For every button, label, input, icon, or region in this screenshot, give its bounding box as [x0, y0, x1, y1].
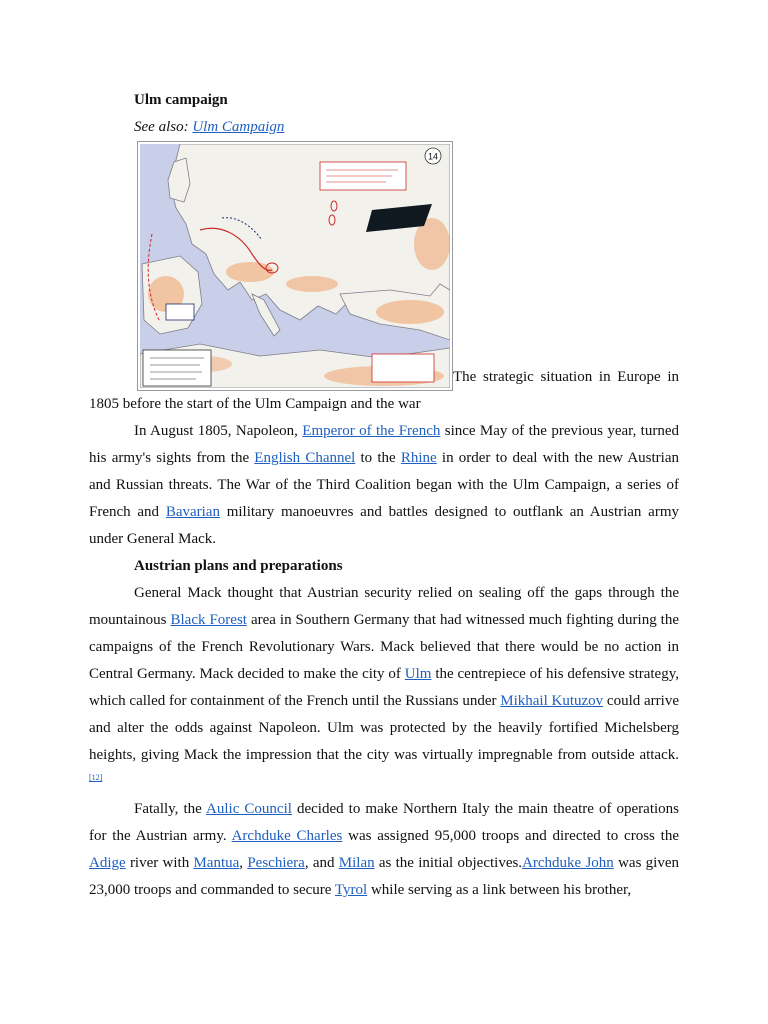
text-run: the centrepiece of his defensive strategy, which called for containment of the French until the Russians under: [89, 666, 679, 709]
text-run: In August 1805, Napoleon,: [134, 423, 303, 439]
section-heading-austrian-plans: Austrian plans and preparations: [134, 558, 343, 574]
text-run: , and: [304, 855, 339, 871]
text-run: as the initial objectives.: [374, 855, 523, 871]
link-tyrol[interactable]: Tyrol: [334, 882, 368, 898]
see-also-label: See also:: [134, 119, 189, 135]
link-emperor-of-the-french[interactable]: Emperor of the French: [302, 423, 441, 439]
link-bavarian[interactable]: Bavarian: [165, 504, 220, 520]
link-archduke-charles[interactable]: Archduke Charles: [231, 828, 343, 844]
link-ulm-campaign[interactable]: Ulm Campaign: [192, 119, 285, 135]
text-run: since May of the previous year, turned his army's sights from the: [89, 423, 680, 466]
article-body: [89, 87, 679, 904]
text-run: Fatally, the: [134, 801, 207, 817]
text-run: ,: [239, 855, 248, 871]
text-run: General Mack thought that Austrian security relied on sealing off the gaps through the mountainous: [89, 585, 679, 628]
link-aulic-council[interactable]: Aulic Council: [206, 801, 292, 817]
map-note-box-small: [372, 354, 434, 382]
text-run: was given 23,000 troops and commanded to secure: [89, 855, 680, 898]
text-run: could arrive and alter the odds against Napoleon. Ulm was protected by the heavily fortified Michelsberg heights, giving Mack the impression that the city was virtually impregnable from outside attack.: [89, 693, 679, 763]
text-run: area in Southern Germany that had witnessed much fighting during the campaigns of the French Revolutionary Wars. Mack believed that there would be no action in Central Germany. Mack decided to make the city of: [89, 612, 679, 682]
europe-1805-map-image: [137, 141, 453, 391]
link-rhine[interactable]: Rhine: [400, 450, 437, 466]
figure-paragraph: [89, 141, 679, 418]
map-graphic: [140, 144, 450, 388]
map-number: 14: [427, 151, 439, 162]
link-english-channel[interactable]: English Channel: [254, 450, 356, 466]
link-black-forest[interactable]: Black Forest: [170, 612, 247, 628]
figure-caption: The strategic situation in Europe in 1805 before the start of the Ulm Campaign and the war: [89, 369, 679, 412]
link-ulm[interactable]: Ulm: [404, 666, 432, 682]
link-adige[interactable]: Adige: [89, 855, 126, 871]
text-run: military manoeuvres and battles designed to outflank an Austrian army under General Mack.: [89, 504, 680, 547]
text-run: in order to deal with the new Austrian and Russian threats. The War of the Third Coalition began with the Ulm Campaign, a series of French and: [89, 450, 679, 520]
link-milan[interactable]: Milan: [338, 855, 375, 871]
text-run: was assigned 95,000 troops and directed to cross the: [342, 828, 679, 844]
text-run: to the: [355, 450, 401, 466]
map-marker-box: [166, 304, 194, 320]
text-run: river with: [125, 855, 194, 871]
paragraph-aulic-council: [89, 796, 679, 904]
link-peschiera[interactable]: Peschiera: [247, 855, 305, 871]
map-legend-box: [143, 350, 211, 386]
see-also-line: [89, 114, 679, 141]
map-relief: [376, 300, 444, 324]
link-mikhail-kutuzov[interactable]: Mikhail Kutuzov: [500, 693, 604, 709]
map-relief: [286, 276, 338, 292]
paragraph-general-mack: [89, 580, 679, 796]
paragraph-august-1805: [89, 418, 679, 553]
link-archduke-john[interactable]: Archduke John: [522, 855, 614, 871]
text-run: decided to make Northern Italy the main theatre of operations for the Austrian army.: [89, 801, 680, 844]
text-run: while serving as a link between his brother,: [367, 882, 632, 898]
reference-link-12[interactable]: [12]: [89, 773, 103, 782]
section-heading-ulm-campaign: Ulm campaign: [134, 92, 228, 108]
link-mantua[interactable]: Mantua: [193, 855, 240, 871]
